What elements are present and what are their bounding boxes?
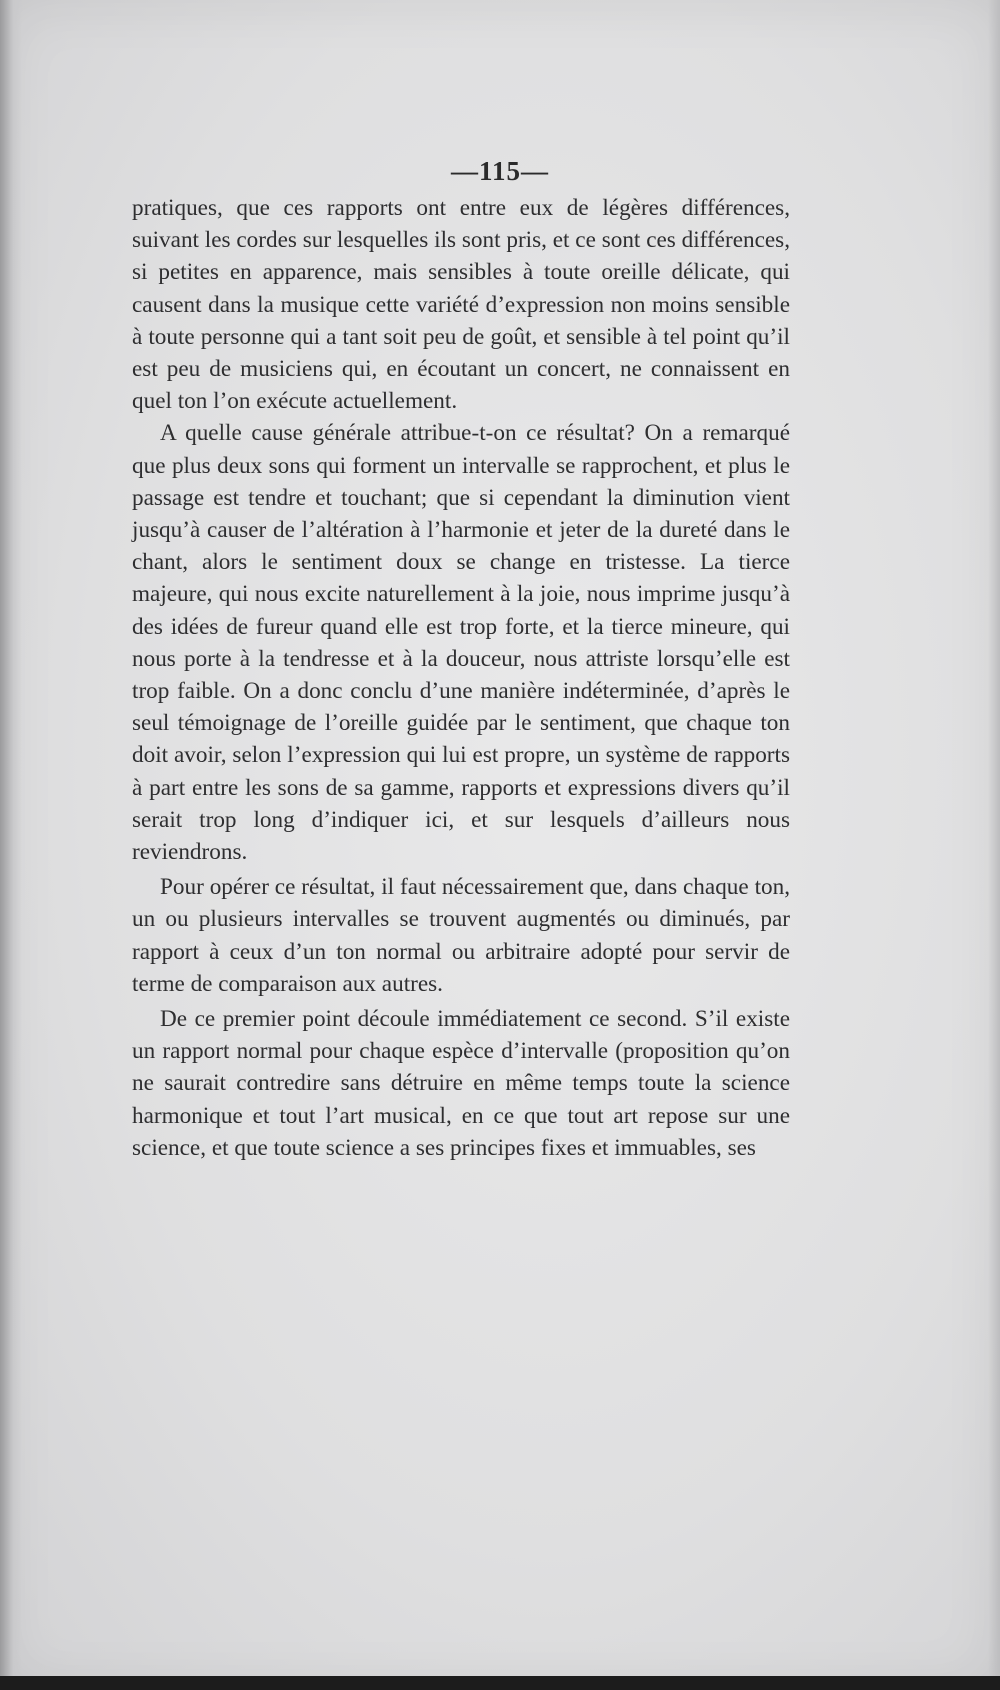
paragraph-3: Pour opérer ce résultat, il faut nécessairement que, dans chaque ton, un ou plusieurs intervalles se trouvent augmentés ou diminués, par rapport à ceux d’un ton normal ou arbitraire adopté pour servir de terme de comparaison aux autres. [132, 874, 790, 997]
page-right-edge [988, 0, 1000, 1690]
paragraph-1: pratiques, que ces rapports ont entre eux de légères différences, suivant les cordes sur lesquelles ils sont pris, et ce sont ces différences, si petites en apparence, mais sensibles à toute oreille délicate, qui causent dans la musique cette variété d’expression non moins sensible à toute personne qui a tant soit peu de goût, et sensible à tel point qu’il est peu de musiciens qui, en écoutant un concert, ne connaissent en quel ton l’on exécute actuellement. [132, 195, 790, 415]
scan-background-strip [0, 1676, 1000, 1690]
page-gutter-shadow [0, 0, 22, 1690]
paragraph-2: A quelle cause générale attribue-t-on ce résultat? On a remarqué que plus deux sons qui forment un intervalle se rapprochent, et plus le passage est tendre et touchant; que si cependant la diminution vient jusqu’à causer de l’altération à l’harmonie et jeter de la dureté dans le chant, alors le sentiment doux se change en tristesse. La tierce majeure, qui nous excite naturellement à la joie, nous imprime jusqu’à des idées de fureur quand elle est trop forte, et la tierce mineure, qui nous porte à la tendresse et à la douceur, nous attriste lorsqu’elle est trop faible. On a donc conclu d’une manière indéterminée, d’après le seul témoignage de l’oreille guidée par le sentiment, que chaque ton doit avoir, selon l’expression qui lui est propre, un système de rapports à part entre les sons de sa gamme, rapports et expressions divers qu’il serait trop long d’indiquer ici, et sur lesquels d’ailleurs nous reviendrons. [132, 420, 790, 866]
body-text [132, 192, 790, 1164]
paragraph-4: De ce premier point découle immédiatement ce second. S’il existe un rapport normal pour chaque espèce d’intervalle (proposition qu’on ne saurait contredire sans détruire en même temps toute la science harmonique et tout l’art musical, en ce que tout art repose sur une science, et que toute science a ses principes fixes et immuables, ses [132, 1006, 790, 1161]
page-number: —115— [450, 156, 549, 186]
